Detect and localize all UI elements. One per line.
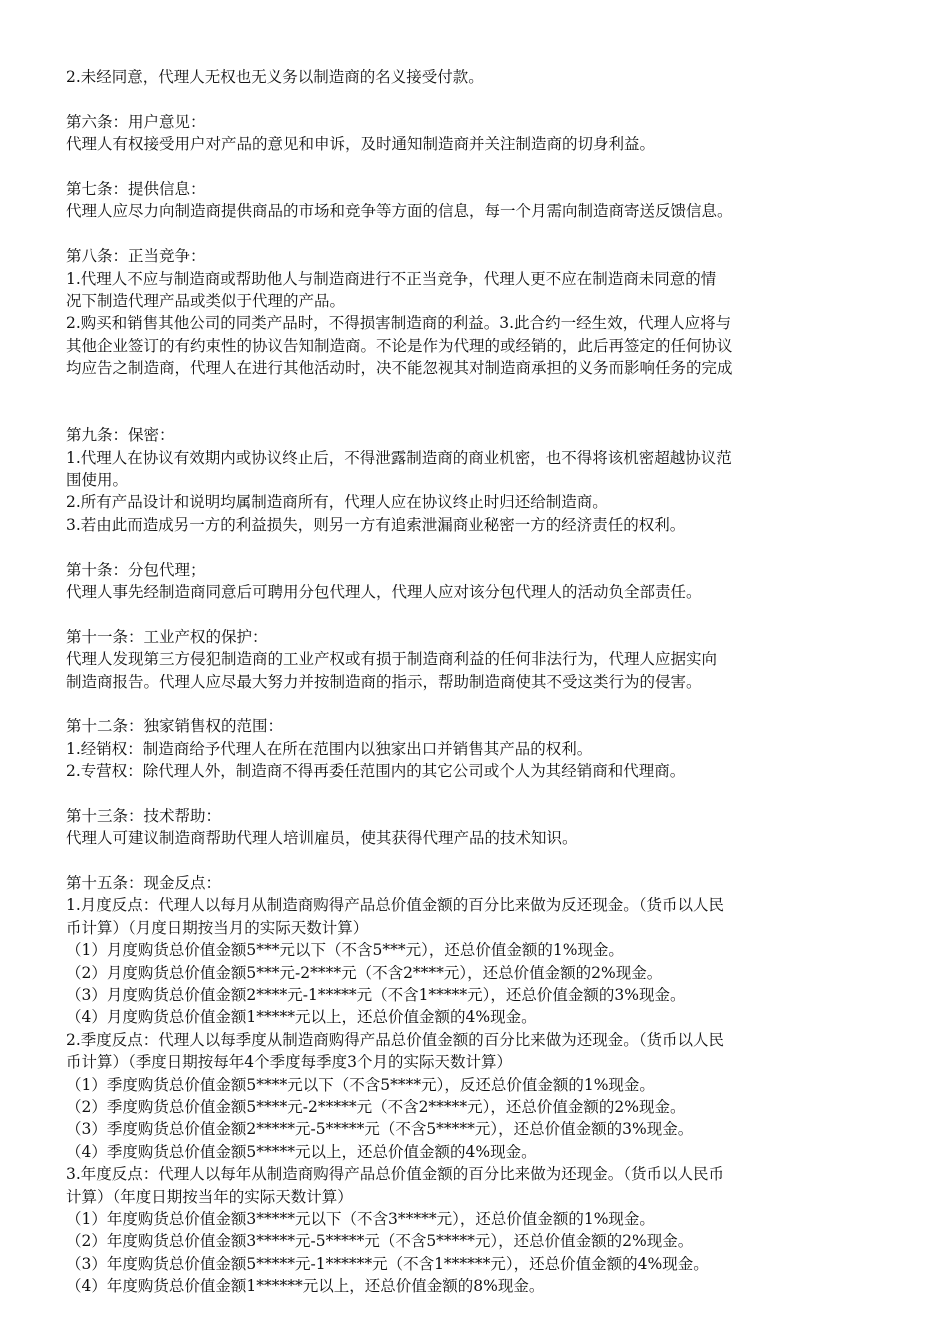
clause-10-body: 代理人事先经制造商同意后可聘用分包代理人，代理人应对该分包代理人的活动负全部责任。 [66,583,702,601]
clause-8-line: 均应告之制造商，代理人在进行其他活动时，决不能忽视其对制造商承担的义务而影响任务的完成 [66,359,733,378]
quarterly-rebate-tier: （4）季度购货总价值金额5*****元以上，还总价值金额的4%现金。 [66,1142,537,1161]
paragraph-gap [66,223,896,245]
clause-6-heading: 第六条：用户意见： [66,112,206,131]
paragraph-gap [66,379,896,424]
clause-9-line: 1.代理人在协议有效期内或协议终止后，不得泄露制造商的商业机密，也不得将该机密超越协议范 [66,448,732,467]
clause-12-line: 2.专营权：除代理人外，制造商不得再委任范围内的其它公司或个人为其经销商和代理商。 [66,762,686,781]
annual-rebate-line: 3.年度反点：代理人以每年从制造商购得产品总价值金额的百分比来做为还现金。（货币以人民币 [66,1165,725,1184]
clause-13-body: 代理人可建议制造商帮助代理人培训雇员，使其获得代理产品的技术知识。 [66,829,578,848]
clause-11-line: 代理人发现第三方侵犯制造商的工业产权或有损于制造商利益的任何非法行为，代理人应据实向 [66,650,718,669]
monthly-rebate-tier: （4）月度购货总价值金额1*****元以上，还总价值金额的4%现金。 [66,1008,537,1027]
annual-rebate-tier: （1）年度购货总价值金额3*****元以下（不含3*****元），还总价值金额的1%现金。 [66,1209,655,1228]
annual-rebate-tier: （4）年度购货总价值金额1******元以上，还总价值金额的8%现金。 [66,1277,545,1296]
paragraph-gap [66,693,896,715]
quarterly-rebate-line: 2.季度反点：代理人以每季度从制造商购得产品总价值金额的百分比来做为还现金。（货币以人民 [66,1030,725,1049]
document-page [66,66,896,1298]
clause-13-heading: 第十三条：技术帮助： [66,806,222,825]
annual-rebate-tier: （3）年度购货总价值金额5*****元-1******元（不含1******元），还总价值金额的4%现金。 [66,1254,709,1273]
annual-rebate-tier: （2）年度购货总价值金额3*****元-5*****元（不含5*****元），还总价值金额的2%现金。 [66,1232,694,1251]
clause-15-heading: 第十五条：现金反点： [66,874,222,893]
quarterly-rebate-tier: （2）季度购货总价值金额5****元-2*****元（不含2*****元），还总价值金额的2%现金。 [66,1097,686,1116]
quarterly-rebate-line: 币计算）（季度日期按每年4个季度每季度3个月的实际天数计算） [66,1053,512,1072]
monthly-rebate-line: 币计算）（月度日期按当月的实际天数计算） [66,918,369,937]
clause-9-line: 3.若由此而造成另一方的利益损失，则另一方有追索泄漏商业秘密一方的经济责任的权利。 [66,515,686,534]
clause-9-line: 围使用。 [66,471,129,490]
clause-10-heading: 第十条：分包代理； [66,560,206,579]
paragraph-gap [66,536,896,558]
clause-6-body: 代理人有权接受用户对产品的意见和申诉，及时通知制造商并关注制造商的切身利益。 [66,135,656,154]
clause-9-line: 2.所有产品设计和说明均属制造商所有，代理人应在协议终止时归还给制造商。 [66,493,608,512]
clause-8-line: 2.购买和销售其他公司的同类产品时，不得损害制造商的利益。3.此合约一经生效，代理人应将与 [66,314,732,333]
paragraph-gap [66,783,896,805]
monthly-rebate-tier: （1）月度购货总价值金额5***元以下（不含5***元），还总价值金额的1%现金。 [66,941,624,960]
clause-8-line: 1.代理人不应与制造商或帮助他人与制造商进行不正当竞争，代理人更不应在制造商未同意的情 [66,269,717,288]
monthly-rebate-tier: （3）月度购货总价值金额2****元-1*****元（不含1*****元），还总价值金额的3%现金。 [66,986,686,1005]
clause-12-heading: 第十二条：独家销售权的范围： [66,717,284,736]
quarterly-rebate-tier: （1）季度购货总价值金额5****元以下（不含5****元），反还总价值金额的1%现金。 [66,1075,655,1094]
monthly-rebate-line: 1.月度反点：代理人以每月从制造商购得产品总价值金额的百分比来做为反还现金。（货币以人民 [66,896,725,915]
clause-11-line: 制造商报告。代理人应尽最大努力并按制造商的指示，帮助制造商使其不受这类行为的侵害。 [66,672,702,691]
clause-12-line: 1.经销权：制造商给予代理人在所在范围内以独家出口并销售其产品的权利。 [66,739,593,758]
monthly-rebate-tier: （2）月度购货总价值金额5***元-2****元（不含2****元），还总价值金额的2%现金。 [66,963,663,982]
paragraph-gap [66,603,896,625]
clause-11-heading: 第十一条：工业产权的保护： [66,627,268,646]
paragraph-gap [66,88,896,110]
quarterly-rebate-tier: （3）季度购货总价值金额2*****元-5*****元（不含5*****元），还总价值金额的3%现金。 [66,1120,694,1139]
annual-rebate-line: 计算）（年度日期按当年的实际天数计算） [66,1187,353,1206]
clause-8-heading: 第八条：正当竞争： [66,247,206,266]
clause-8-line: 其他企业签订的有约束性的协议告知制造商。不论是作为代理的或经销的，此后再签定的任何协议 [66,336,733,355]
clause-9-heading: 第九条：保密： [66,426,175,445]
clause-5-item-2: 2.未经同意，代理人无权也无义务以制造商的名义接受付款。 [66,68,484,86]
paragraph-gap [66,850,896,872]
clause-7-body: 代理人应尽力向制造商提供商品的市场和竞争等方面的信息，每一个月需向制造商寄送反馈信息。 [66,202,733,221]
clause-8-line: 况下制造代理产品或类似于代理的产品。 [66,291,346,310]
clause-7-heading: 第七条：提供信息： [66,179,206,198]
paragraph-gap [66,156,896,178]
